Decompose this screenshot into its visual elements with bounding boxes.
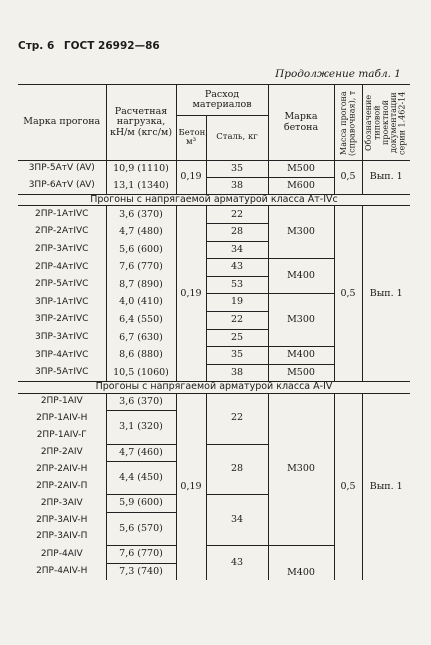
table-caption: Продолжение табл. 1 — [275, 68, 401, 80]
page-number: Стр. 6 — [18, 40, 55, 52]
concrete-volume: 0,19 — [176, 206, 206, 382]
section-heading: Прогоны с напрягаемой арматурой класса Ат-IVс — [18, 195, 410, 206]
col-series-header: Обозначение типовой проектной документации серии 1.462-14 — [362, 85, 410, 161]
mass-value: 0,5 — [334, 206, 362, 382]
col-load-header: Расчетная нагрузка, кН/м (кгс/м) — [106, 85, 176, 161]
table-row: 2ПР-3АIV-П — [36, 531, 88, 542]
series-value: Вып. 1 — [362, 161, 410, 195]
table-row: 2ПР-2АтIVС 4,7 (480) 28 — [18, 224, 410, 242]
page-header — [18, 40, 166, 52]
col-mark-header: Марка прогона — [18, 85, 106, 161]
series-value: Вып. 1 — [362, 393, 410, 580]
col-mass-header: Масса прогона (справочная), т — [334, 85, 362, 161]
table-row: 3ПР-4АтIVС 8,6 (880) 35 M400 — [18, 347, 410, 365]
table-row: 3ПР-3АтIVС 6,7 (630) 25 — [18, 329, 410, 347]
table-row: 2ПР-3АIV-Н 5,6 (570) — [18, 512, 410, 529]
table-row: 3ПР-1АтIVС 4,0 (410) 19 M300 — [18, 294, 410, 312]
table-row: 2ПР-2АIV-Н 4,4 (450) — [18, 462, 410, 479]
col-grade-header: Марка бетона — [268, 85, 334, 161]
table-row: 3ПР-5АтV (AV) 10,9 (1110) 0,19 35 M500 0,5 Вып. 1 — [18, 161, 410, 178]
col-concrete-header: Бетон, м³ — [176, 116, 206, 161]
table-row: 2ПР-1АтIVС 3,6 (370) 0,19 22 M300 0,5 Вып. 1 — [18, 206, 410, 224]
table-row: 2ПР-1АIV-Н 3,1 (320) — [18, 411, 410, 428]
table-row: 2ПР-2АIV 4,7 (460) 28 — [18, 444, 410, 462]
concrete-volume: 0,19 — [176, 161, 206, 195]
series-value: Вып. 1 — [362, 206, 410, 382]
table-row: 2ПР-1АIV 3,6 (370) 0,19 22 M300 0,5 Вып. 1 — [18, 393, 410, 411]
standard-code: ГОСТ 26992—86 — [63, 40, 160, 52]
table-row: 3ПР-6АтV (AV) 13,1 (1340) 38 M600 — [18, 178, 410, 195]
table-row: 2ПР-4АтIVС 7,6 (770) 43 M400 — [18, 259, 410, 277]
col-steel-header: Сталь, кг — [206, 116, 268, 161]
table-row: 2ПР-2АIV-П — [36, 480, 88, 491]
table-row: 2ПР-3АIV 5,9 (600) 34 — [18, 495, 410, 513]
mass-value: 0,5 — [334, 393, 362, 580]
table-row: 2ПР-3АтIVС 5,6 (600) 34 — [18, 241, 410, 259]
table-row: 3ПР-5АтIVС 10,5 (1060) 38 M500 — [18, 364, 410, 382]
col-consumption-header: Расход материалов — [176, 85, 268, 116]
spec-table — [18, 84, 410, 580]
table-row: 2ПР-5АтIVС 8,7 (890) 53 — [18, 276, 410, 294]
table-row: 2ПР-4АIV-Н 7,3 (740) — [18, 563, 410, 580]
section-heading: Прогоны с напрягаемой арматурой класса А-IV — [18, 382, 410, 393]
concrete-volume: 0,19 — [176, 393, 206, 580]
table-row: 3ПР-2АтIVС 6,4 (550) 22 — [18, 312, 410, 330]
mass-value: 0,5 — [334, 161, 362, 195]
table-row: 2ПР-4АIV 7,6 (770) 43 M400 — [18, 546, 410, 564]
table-row: 2ПР-1АIV-Г — [36, 429, 87, 440]
